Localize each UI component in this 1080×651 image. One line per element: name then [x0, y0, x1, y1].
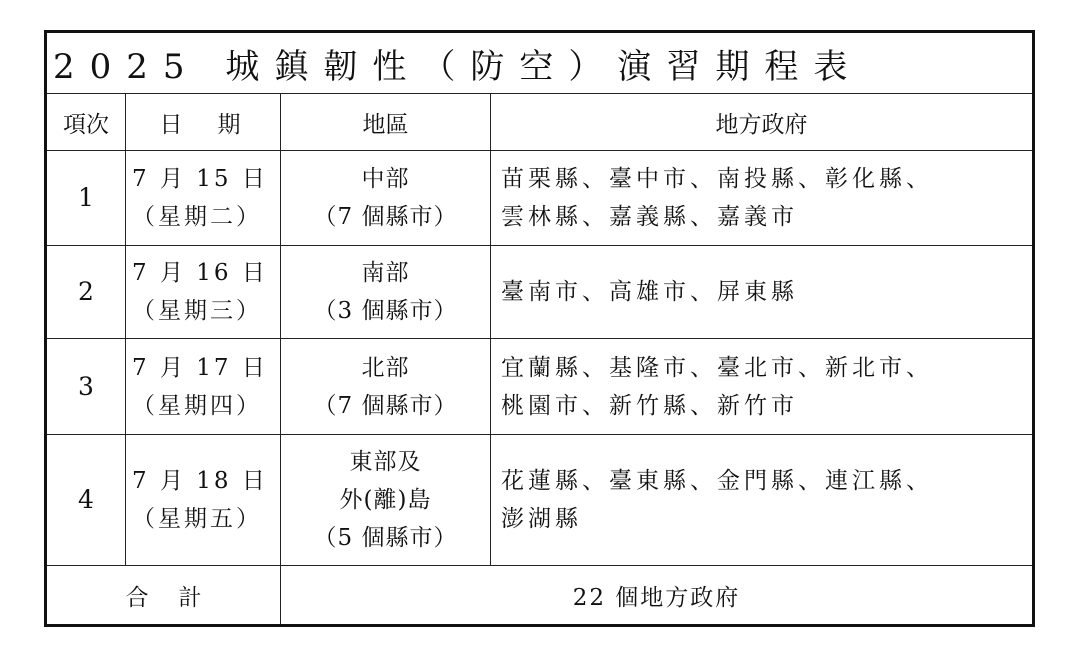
row-region: 北部 [361, 354, 410, 381]
row-region: 中部 [361, 166, 410, 192]
row-region-count: （5 個縣市） [313, 525, 458, 551]
row-date-cell [126, 246, 281, 339]
row-region-count: （7 個縣市） [313, 204, 458, 230]
row-government-line: 宜蘭縣、基隆市、臺北市、新北市、 [501, 354, 933, 381]
row-government-line: 雲林縣、嘉義縣、嘉義市 [501, 204, 798, 230]
row-date: 7 月 16 日 [132, 260, 268, 286]
row-date-cell [126, 151, 281, 246]
header-row [46, 94, 1034, 151]
row-date-cell [126, 435, 281, 566]
row-number: 3 [46, 339, 126, 435]
row-government-cell [491, 339, 1034, 435]
table-title: 2025 城鎮韌性（防空）演習期程表 [46, 32, 1034, 94]
row-date-cell [126, 339, 281, 435]
total-row [46, 566, 1034, 626]
table-row [46, 151, 1034, 246]
drill-schedule-table [44, 30, 1035, 627]
header-date: 日 期 [126, 94, 281, 151]
table-row [46, 339, 1034, 435]
table-row [46, 435, 1034, 566]
row-weekday: （星期二） [132, 204, 262, 230]
row-region-count: （7 個縣市） [313, 392, 458, 419]
row-region: 南部 [361, 260, 410, 286]
row-government-line: 臺南市、高雄市、屏東縣 [501, 279, 798, 305]
row-government-line: 苗栗縣、臺中市、南投縣、彰化縣、 [501, 166, 933, 192]
row-government-cell [491, 246, 1034, 339]
row-government-cell [491, 435, 1034, 566]
row-region-cell [281, 151, 491, 246]
row-region-line2: 外(離)島 [339, 487, 432, 513]
header-item: 項次 [46, 94, 126, 151]
row-region: 東部及 [349, 449, 422, 475]
row-date: 7 月 17 日 [132, 354, 268, 381]
header-government: 地方政府 [491, 94, 1034, 151]
row-government-cell [491, 151, 1034, 246]
table-row [46, 246, 1034, 339]
row-number: 1 [46, 151, 126, 246]
row-date: 7 月 15 日 [132, 166, 268, 192]
row-government-line: 花蓮縣、臺東縣、金門縣、連江縣、 [501, 468, 933, 494]
row-government-line: 澎湖縣 [501, 506, 582, 532]
row-weekday: （星期三） [132, 298, 262, 324]
row-region-cell [281, 435, 491, 566]
total-value: 22 個地方政府 [281, 566, 1034, 626]
row-number: 4 [46, 435, 126, 566]
row-number: 2 [46, 246, 126, 339]
total-label: 合計 [46, 566, 281, 626]
row-date: 7 月 18 日 [132, 468, 268, 494]
header-region: 地區 [281, 94, 491, 151]
row-weekday: （星期五） [132, 506, 262, 532]
row-government-line: 桃園市、新竹縣、新竹市 [501, 392, 798, 419]
row-weekday: （星期四） [132, 392, 262, 419]
row-region-count: （3 個縣市） [313, 298, 458, 324]
row-region-cell [281, 246, 491, 339]
row-region-cell [281, 339, 491, 435]
title-row [46, 32, 1034, 94]
